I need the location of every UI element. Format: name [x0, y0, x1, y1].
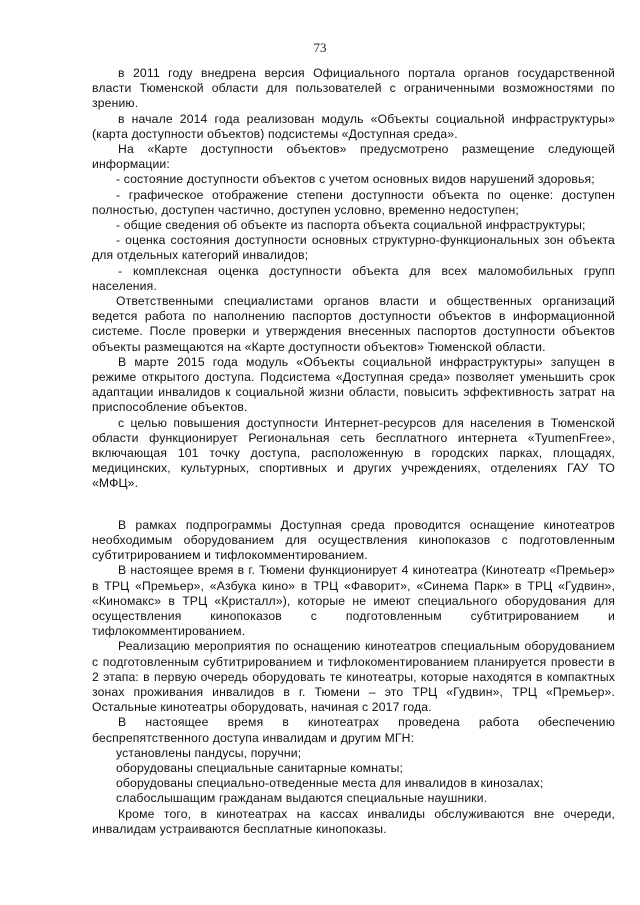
bullet-zone-assessment: - оценка состояния доступности основных структурно-функциональных зон объекта для отдельных категорий инвалидов; — [92, 233, 615, 263]
bullet-graphic-display: - графическое отображение степени доступности объекта по оценке: доступен полностью, доступен частично, доступен условно, временно недоступен; — [92, 187, 615, 217]
list-item: оборудованы специальные санитарные комнаты; — [116, 760, 404, 775]
bullet-complex-assessment: - комплексная оценка доступности объекта для всех маломобильных групп населения. — [92, 263, 615, 293]
paragraph-cinemas-list: В настоящее время в г. Тюмени функционирует 4 кинотеатра (Кинотеатр «Премьер» в ТРЦ «Премьер», «Азбука кино» в ТРЦ «Фаворит», «Синема Парк» в ТРЦ «Гудвин», «Киномакс» в ТРЦ «Кристалл»), которые не имеют специального оборудования для осуществления кинопоказов с подготовленным субтитрированием и тифлокомментированием. — [92, 563, 615, 639]
paragraph-implementation: Реализацию мероприятия по оснащению кинотеатров специальным оборудованием с подготовленным субтитрированием и тифлокоментированием планируется провести в 2 этапа: в первую очередь оборудовать те кинотеатры, которые находятся в компактных зонах проживания инвалидов в г. Тюмени – это ТРЦ «Гудвин», ТРЦ «Премьер». Остальные кинотеатры оборудовать, начиная с 2017 года. — [92, 639, 615, 715]
paragraph-map-info: На «Карте доступности объектов» предусмотрено размещение следующей информации: — [92, 142, 615, 172]
list-item: слабослышащим гражданам выдаются специальные наушники. — [116, 791, 488, 806]
section-gap — [92, 492, 615, 518]
paragraph-module-2014: в начале 2014 года реализован модуль «Объекты социальной инфраструктуры» (карта доступности объектов) подсистемы «Доступная среда». — [92, 111, 615, 141]
list-item: установлены пандусы, поручни; — [116, 745, 302, 760]
paragraph-specialists: Ответственными специалистами органов власти и общественных организаций ведется работа по наполнению паспортов доступности объектов в информационной системе. После проверки и утверждения внесенных паспортов доступности объектов объекты размещаются на «Карте доступности объектов» Тюменской области. — [92, 294, 615, 354]
paragraph-tyumenfree: с целью повышения доступности Интернет-ресурсов для населения в Тюменской области функционирует Региональная сеть бесплатного интернета «TyumenFree», включающая 101 точку доступа, расположенную в городских парках, площадях, медицинских, культурных, спортивных и других учреждениях, отделениях ГАУ ТО «МФЦ». — [92, 415, 615, 491]
bullet-accessibility-state: - состояние доступности объектов с учетом основных видов нарушений здоровья; — [116, 172, 595, 187]
paragraph-portal: в 2011 году внедрена версия Официального портала органов государственной власти Тюменской области для пользователей с ограниченными возможностями по зрению. — [92, 66, 615, 111]
paragraph-cinema-program: В рамках подпрограммы Доступная среда проводится оснащение кинотеатров необходимым оборудованием для осуществления кинопоказов с подготовленным субтитрированием и тифлокомментированием. — [92, 517, 615, 563]
list-item: оборудованы специально-отведенные места для инвалидов в кинозалах; — [116, 776, 544, 791]
bullet-general-info: - общие сведения об объекте из паспорта объекта социальной инфраструктуры; — [116, 218, 586, 233]
paragraph-work-done: В настоящее время в кинотеатрах проведена работа обеспечению беспрепятственного доступа инвалидам и другим МГН: — [92, 715, 615, 745]
page-number: 73 — [313, 40, 327, 55]
document-body — [92, 66, 615, 837]
paragraph-march-2015: В марте 2015 года модуль «Объекты социальной инфраструктуры» запущен в режиме открытого доступа. Подсистема «Доступная среда» позволяет уменьшить срок адаптации инвалидов к социальной жизни области, повысить эффективность затрат на приспособление объектов. — [92, 354, 615, 415]
paragraph-closing: Кроме того, в кинотеатрах на кассах инвалиды обслуживаются вне очереди, инвалидам устраиваются бесплатные кинопоказы. — [92, 806, 615, 836]
